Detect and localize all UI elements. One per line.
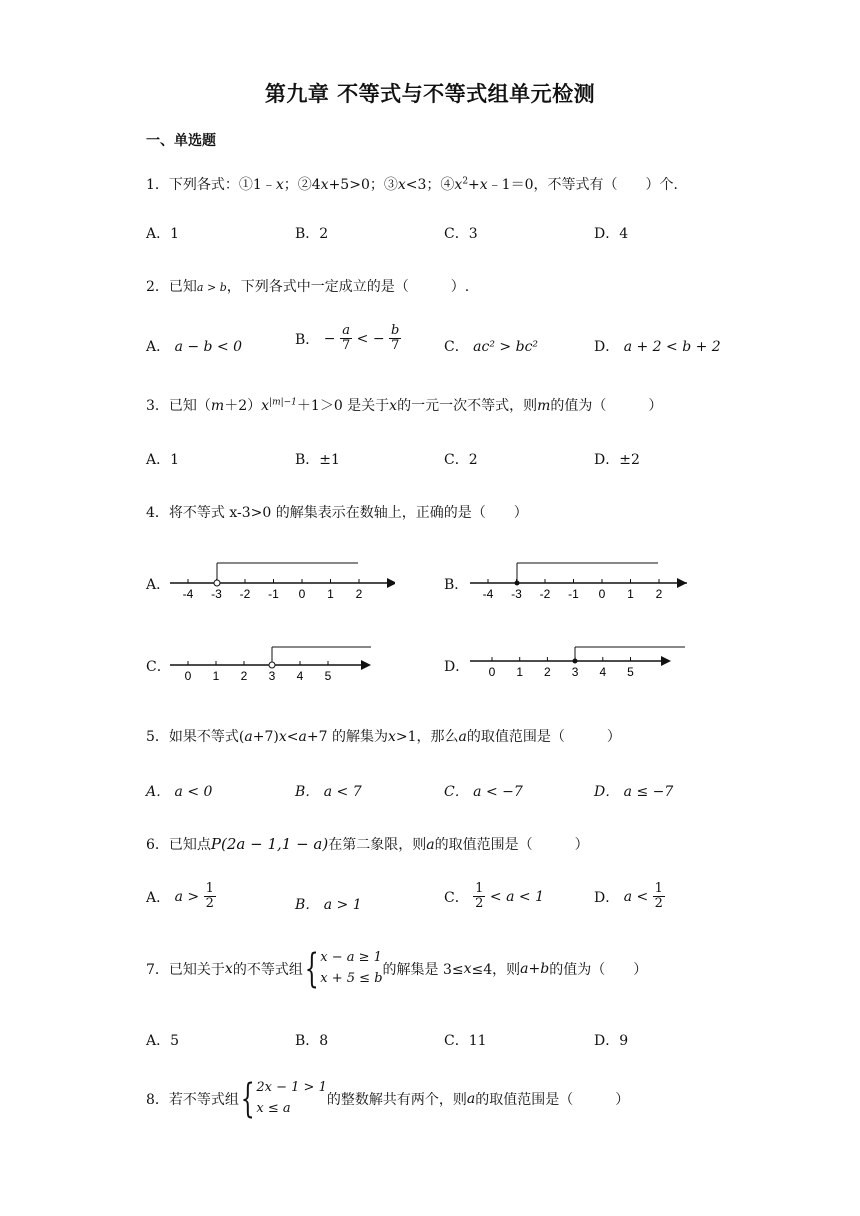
q4-option-a[interactable]: A． <box>146 577 171 593</box>
q5-option-d[interactable]: D． a ≤ −7 <box>594 784 674 800</box>
tick-label: 3 <box>268 669 276 683</box>
q3-option-b[interactable]: B．±1 <box>295 452 340 468</box>
tick-label: 1 <box>516 665 524 679</box>
q1-option-a[interactable]: A．1 <box>146 226 180 242</box>
q7-option-d[interactable]: D．9 <box>594 1033 629 1049</box>
number-line-d <box>465 637 695 687</box>
question-8: 8．若不等式组{ 2x − 1 > 1 x ≤ a 的整数解共有两个，则a的取值范围是（ ） <box>146 1075 630 1122</box>
q3-option-d[interactable]: D．±2 <box>594 452 640 468</box>
question-3: 3．已知$(m+2)x^{|m|-1}+1>0$ 是关于x的一元一次不等式，则m的值为（ ） <box>146 397 663 414</box>
tick-label: -4 <box>482 587 494 601</box>
tick-label: 2 <box>544 665 551 679</box>
q2-option-a[interactable]: A． a − b < 0 <box>146 339 243 355</box>
q1-option-b[interactable]: B．2 <box>295 226 329 242</box>
labels-a <box>183 587 363 601</box>
q5-option-b[interactable]: B． a < 7 <box>295 784 362 800</box>
tick-label: 1 <box>327 587 334 601</box>
page-title: 第九章 不等式与不等式组单元检测 <box>264 82 596 106</box>
tick-label: 4 <box>599 665 607 679</box>
q7-system: x − a ≥ 1 x + 5 ≤ b <box>320 950 383 986</box>
tick-label: 2 <box>655 587 663 601</box>
tick-label: -3 <box>211 587 222 601</box>
question-4: 4．将不等式 x-3>0 的解集表示在数轴上，正确的是（ ） <box>146 505 528 521</box>
closed-point <box>515 581 520 586</box>
q6-option-c[interactable]: C． $\frac{1}{2}$ < a < 1 <box>444 881 544 912</box>
q6-option-a[interactable]: A． a > $\frac{1}{2}$ <box>146 881 214 912</box>
q6-option-d[interactable]: D． a < $\frac{1}{2}$ <box>594 881 663 912</box>
brace-icon: { <box>240 1075 255 1122</box>
q5-option-c[interactable]: C． a < −7 <box>444 784 523 800</box>
tick-label: 0 <box>488 665 496 679</box>
number-line-c <box>165 637 395 687</box>
open-point <box>214 580 220 586</box>
tick-label: 3 <box>571 665 579 679</box>
question-6: 6．已知点P(2a − 1,1 − a)在第二象限，则a的取值范围是（ ） <box>146 835 589 853</box>
section-heading: 一、单选题 <box>146 133 216 149</box>
tick-label: -3 <box>511 587 522 601</box>
q2-option-b[interactable]: B． − $\frac{a}{7}$ < − $\frac{b}{7}$ <box>295 323 400 354</box>
q7-option-c[interactable]: C．11 <box>444 1033 487 1049</box>
q5-option-a[interactable]: A． a < 0 <box>146 784 213 800</box>
q7-option-a[interactable]: A．5 <box>146 1033 180 1049</box>
q3-option-a[interactable]: A．1 <box>146 452 180 468</box>
tick-label: 1 <box>212 669 220 683</box>
tick-label: 1 <box>627 587 634 601</box>
closed-point <box>573 659 578 664</box>
question-5: 5．如果不等式(a+7)x<a+7 的解集为x>1，那么a的取值范围是（ ） <box>146 729 621 745</box>
question-7: 7．已知关于x的不等式组{ x − a ≥ 1 x + 5 ≤ b 的解集是 3≤x≤4，则a+b的值为（ ） <box>146 945 648 992</box>
tick-label: 4 <box>296 669 304 683</box>
q1-text: 下列各式：①1﹣x；②4x+5>0；③x<3；$④x^2+x﹣1=0$，不等式有（ ）个． <box>168 176 688 193</box>
q8-system: 2x − 1 > 1 x ≤ a <box>256 1080 327 1116</box>
q1-number: 1． <box>146 177 169 193</box>
tick-label: 2 <box>355 587 363 601</box>
tick-label: -1 <box>268 587 279 601</box>
question-1 <box>146 174 688 194</box>
open-point <box>269 662 275 668</box>
brace-icon: { <box>304 945 319 992</box>
labels-c <box>185 669 332 683</box>
labels-b <box>483 587 663 601</box>
number-line-a <box>165 555 395 605</box>
tick-label: -2 <box>539 587 551 601</box>
q1-option-c[interactable]: C．3 <box>444 226 478 242</box>
q4-option-c[interactable]: C． <box>146 659 171 675</box>
tick-label: -1 <box>568 587 579 601</box>
tick-label: 5 <box>324 669 332 683</box>
q6-option-b[interactable]: B． a > 1 <box>295 897 362 913</box>
q6-point: P(2a − 1,1 − a) <box>210 835 329 853</box>
q2-option-d[interactable]: D． a + 2 < b + 2 <box>594 339 721 355</box>
number-line-b <box>465 555 695 605</box>
q4-option-b[interactable]: B． <box>444 577 469 593</box>
q2-option-c[interactable]: C． ac² > bc² <box>444 339 539 355</box>
tick-label: -2 <box>239 587 251 601</box>
question-2: 2．已知a > b，下列各式中一定成立的是（ ）. <box>146 279 470 295</box>
q7-option-b[interactable]: B．8 <box>295 1033 329 1049</box>
q2-condition: a > b <box>196 281 227 294</box>
q4-option-d[interactable]: D． <box>444 659 470 675</box>
q1-option-d[interactable]: D．4 <box>594 226 629 242</box>
tick-label: 0 <box>184 669 192 683</box>
tick-label: 0 <box>298 587 306 601</box>
tick-label: 0 <box>598 587 606 601</box>
tick-label: 2 <box>240 669 248 683</box>
q3-option-c[interactable]: C．2 <box>444 452 478 468</box>
tick-label: 5 <box>627 665 634 679</box>
labels-d <box>489 665 635 679</box>
tick-label: -4 <box>182 587 194 601</box>
